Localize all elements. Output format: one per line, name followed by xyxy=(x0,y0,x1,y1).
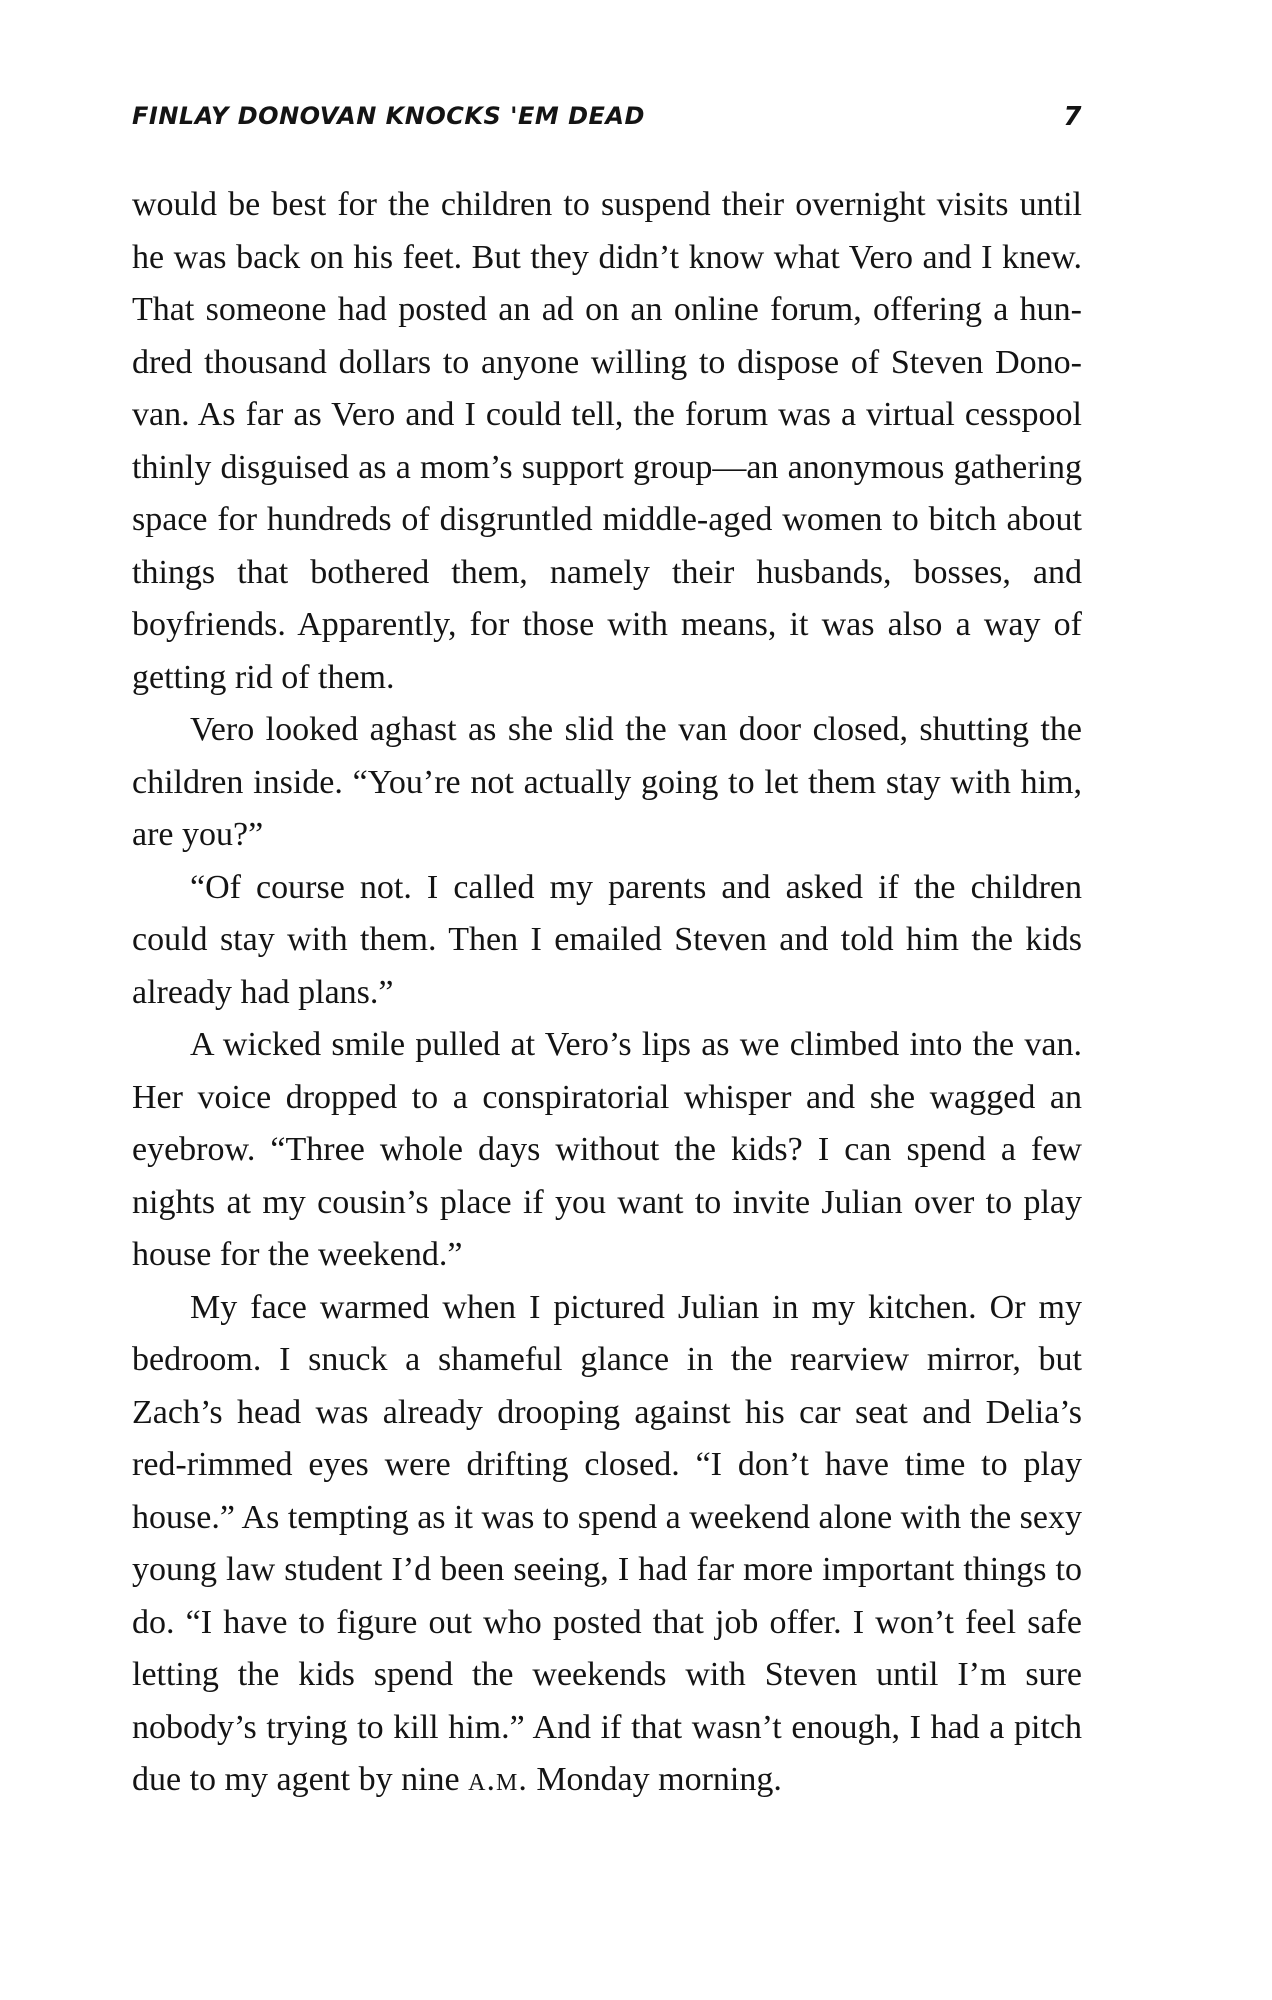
page-number: 7 xyxy=(1063,102,1082,132)
running-title: FINLAY DONOVAN KNOCKS 'EM DEAD xyxy=(132,102,645,130)
time-abbreviation: a.m. xyxy=(468,1761,528,1798)
paragraph: A wicked smile pulled at Vero’s lips as we climbed into the van. Her voice dropped to a conspiratorial whisper and she wagged an eyebrow. “Three whole days without the kids? I can spend a few nights at my cousin’s place if you want to invite Julian over to play house for the weekend.” xyxy=(132,1026,1082,1273)
paragraph: “Of course not. I called my parents and asked if the children could stay with them. Then I emailed Steven and told him the kids already had plans.” xyxy=(132,868,1082,1011)
paragraph xyxy=(132,1282,1082,1807)
paragraph: Vero looked aghast as she slid the van door closed, shutting the children inside. “You’re not actually going to let them stay with him, are you?” xyxy=(132,711,1082,853)
running-header xyxy=(132,102,1082,142)
paragraph-text: Monday morning. xyxy=(527,1761,782,1798)
body-text xyxy=(132,179,1082,1807)
paragraph-text: My face warmed when I pictured Julian in my kitchen. Or my bedroom. I snuck a shameful glance in the rearview mirror, but Zach’s head was already drooping against his car seat and Delia’s red-rimmed eyes were drifting closed. “I don’t have time to play house.” As tempting as it was to spend a weekend alone with the sexy young law student I’d been seeing, I had far more important things to do. “I have to figure out who posted that job offer. I won’t feel safe letting the kids spend the weekends with Steven until I’m sure nobody’s trying to kill him.” And if that wasn’t enough, I had a pitch due to my agent by nine xyxy=(132,1288,1082,1798)
paragraph: would be best for the children to suspend their overnight visits until he was back on his feet. But they didn’t know what Vero and I knew. That someone had posted an ad on an online forum, offering a hundred thousand dollars to anyone willing to dispose of Steven Donovan. As far as Vero and I could tell, the forum was a virtual cesspool thinly disguised as a mom’s support group—an anonymous gathering space for hundreds of disgruntled middle-aged women to bitch about things that bothered them, namely their husbands, bosses, and boyfriends. Apparently, for those with means, it was also a way of getting rid of them. xyxy=(132,186,1082,696)
